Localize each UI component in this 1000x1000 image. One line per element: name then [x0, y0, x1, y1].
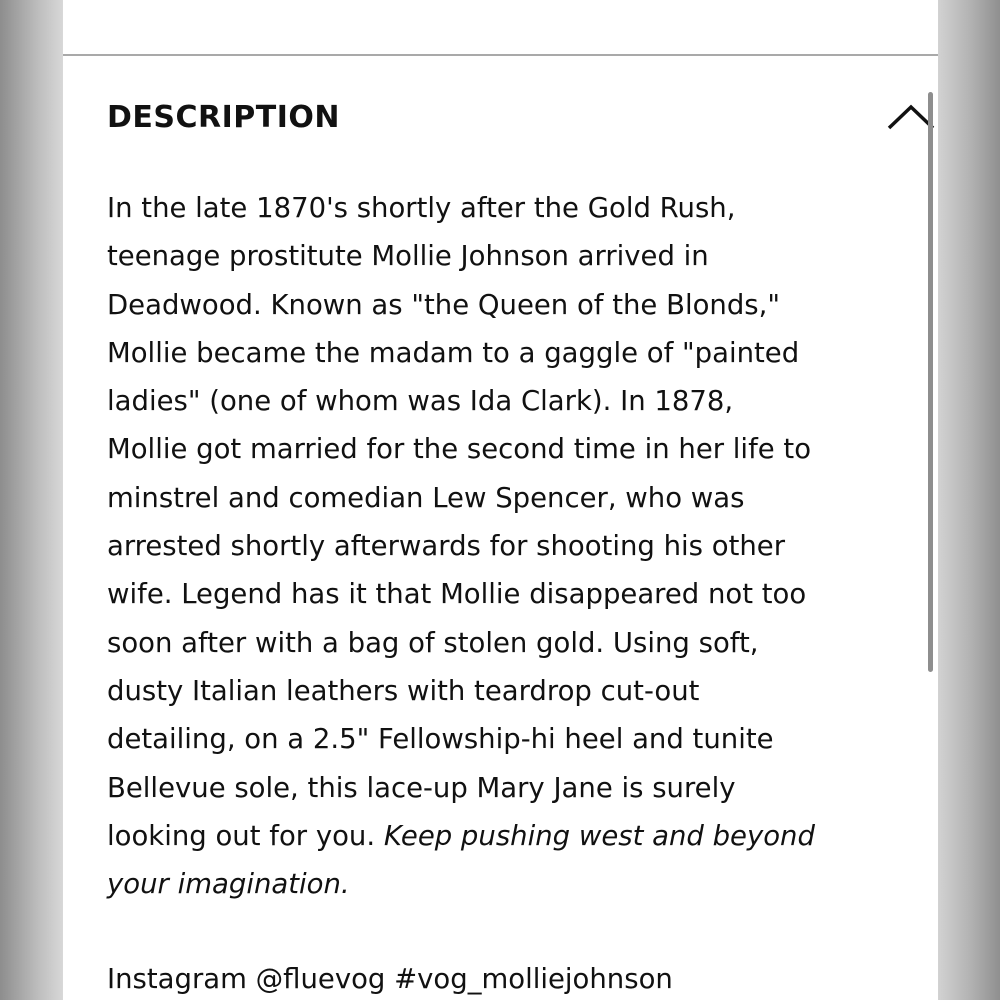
background-right — [938, 0, 1000, 1000]
description-line: arrested shortly afterwards for shooting his other — [107, 530, 786, 563]
description-line: ladies" (one of whom was Ida Clark). In 1878, — [107, 385, 734, 418]
description-line-mixed — [107, 812, 937, 860]
description-line: Bellevue sole, this lace-up Mary Jane is surely — [107, 771, 736, 804]
description-line: wife. Legend has it that Mollie disappeared not too — [107, 578, 807, 611]
description-line: detailing, on a 2.5" Fellowship-hi heel and tunite — [107, 723, 774, 756]
instagram-handle: Instagram @fluevog #vog_molliejohnson — [107, 963, 673, 995]
scrollbar[interactable] — [928, 92, 933, 672]
tagline-text: Keep pushing west and beyond — [383, 819, 815, 852]
description-line: teenage prostitute Mollie Johnson arrived in — [107, 240, 709, 273]
product-details-panel — [63, 0, 938, 1000]
description-line: In the late 1870's shortly after the Gold Rush, — [107, 192, 736, 224]
description-text — [107, 184, 937, 908]
description-line: dusty Italian leathers with teardrop cut-out — [107, 674, 700, 707]
description-header[interactable] — [107, 98, 927, 142]
background-left — [0, 0, 63, 1000]
description-line: minstrel and comedian Lew Spencer, who was — [107, 481, 745, 514]
description-line: Mollie became the madam to a gaggle of "painted — [107, 336, 800, 369]
tagline-end-text: your imagination. — [107, 868, 350, 901]
section-title: DESCRIPTION — [107, 100, 341, 135]
section-divider — [63, 54, 938, 56]
description-line: Mollie got married for the second time in her life to — [107, 433, 812, 466]
description-line: soon after with a bag of stolen gold. Using soft, — [107, 626, 759, 659]
description-line-italic — [107, 860, 937, 908]
description-line: Deadwood. Known as "the Queen of the Blonds," — [107, 288, 781, 321]
description-plain-text: looking out for you. — [107, 819, 376, 852]
